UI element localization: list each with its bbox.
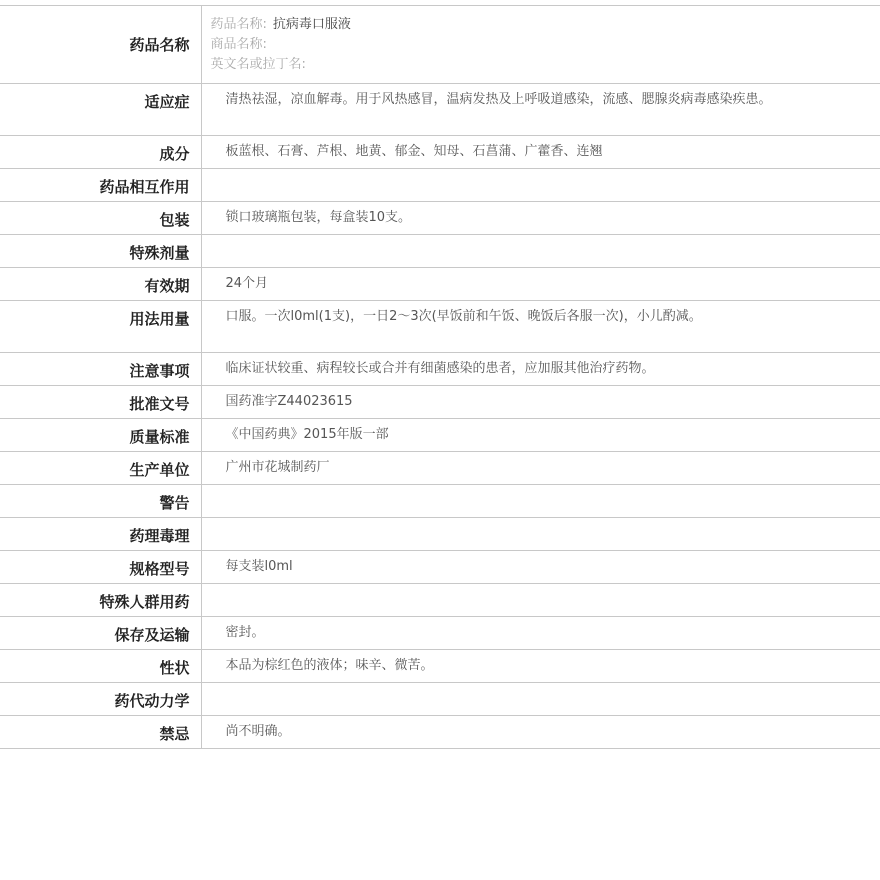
latin-name-line: [211, 55, 801, 75]
generic-name-line: [211, 15, 801, 35]
field-label: 批准文号: [0, 386, 201, 419]
table-row: [0, 386, 880, 419]
field-label: 药品名称: [0, 6, 201, 84]
field-label: 药代动力学: [0, 683, 201, 716]
field-value: [201, 584, 880, 617]
field-label: 规格型号: [0, 551, 201, 584]
field-value: 广州市花城制药厂: [201, 452, 880, 485]
field-label: 性状: [0, 650, 201, 683]
field-value: 本品为棕红色的液体；味辛、微苦。: [201, 650, 880, 683]
table-row: [0, 202, 880, 235]
name-key: 英文名或拉丁名:: [210, 57, 306, 72]
table-row: [0, 683, 880, 716]
table-row: [0, 650, 880, 683]
field-value: [201, 485, 880, 518]
field-label: 适应症: [0, 84, 201, 136]
table-row: [0, 485, 880, 518]
field-value: 锁口玻璃瓶包装，每盒装10支。: [201, 202, 880, 235]
table-row: [0, 353, 880, 386]
drug-info-table: [0, 5, 880, 749]
table-row: [0, 169, 880, 202]
drug-name-row: [0, 6, 880, 84]
table-row: [0, 551, 880, 584]
field-label: 质量标准: [0, 419, 201, 452]
field-label: 有效期: [0, 268, 201, 301]
field-label: 保存及运输: [0, 617, 201, 650]
field-label: 药品相互作用: [0, 169, 201, 202]
field-label: 特殊人群用药: [0, 584, 201, 617]
field-label: 药理毒理: [0, 518, 201, 551]
field-label: 包装: [0, 202, 201, 235]
field-label: 特殊剂量: [0, 235, 201, 268]
table-row: [0, 518, 880, 551]
name-key: 商品名称:: [210, 37, 267, 52]
drug-name-details: [201, 6, 880, 84]
field-value: 清热祛湿，凉血解毒。用于风热感冒，温病发热及上呼吸道感染，流感、腮腺炎病毒感染疾患。: [201, 84, 880, 136]
table-row: [0, 301, 880, 353]
table-row: [0, 716, 880, 749]
name-value: 抗病毒口服液: [272, 17, 351, 32]
table-row: [0, 452, 880, 485]
field-value: [201, 169, 880, 202]
field-value: 24个月: [201, 268, 880, 301]
field-value: [201, 518, 880, 551]
table-row: [0, 84, 880, 136]
field-value: 每支装l0ml: [201, 551, 880, 584]
field-value: 口服。一次l0ml(1支)，一日2～3次(早饭前和午饭、晚饭后各服一次)，小儿酌减。: [201, 301, 880, 353]
field-value: 国药准字Z44023615: [201, 386, 880, 419]
field-label: 成分: [0, 136, 201, 169]
table-row: [0, 235, 880, 268]
field-value: [201, 235, 880, 268]
field-value: 《中国药典》2015年版一部: [201, 419, 880, 452]
field-value: [201, 683, 880, 716]
field-value: 临床证状较重、病程较长或合并有细菌感染的患者，应加服其他治疗药物。: [201, 353, 880, 386]
field-value: 尚不明确。: [201, 716, 880, 749]
table-row: [0, 268, 880, 301]
field-label: 注意事项: [0, 353, 201, 386]
table-row: [0, 584, 880, 617]
field-value: 密封。: [201, 617, 880, 650]
field-value: 板蓝根、石膏、芦根、地黄、郁金、知母、石菖蒲、广藿香、连翘: [201, 136, 880, 169]
field-label: 用法用量: [0, 301, 201, 353]
table-row: [0, 617, 880, 650]
field-label: 禁忌: [0, 716, 201, 749]
table-row: [0, 419, 880, 452]
table-row: [0, 136, 880, 169]
trade-name-line: [211, 35, 801, 55]
name-key: 药品名称:: [210, 17, 267, 32]
field-label: 生产单位: [0, 452, 201, 485]
drug-info-sheet: [0, 5, 880, 749]
field-label: 警告: [0, 485, 201, 518]
